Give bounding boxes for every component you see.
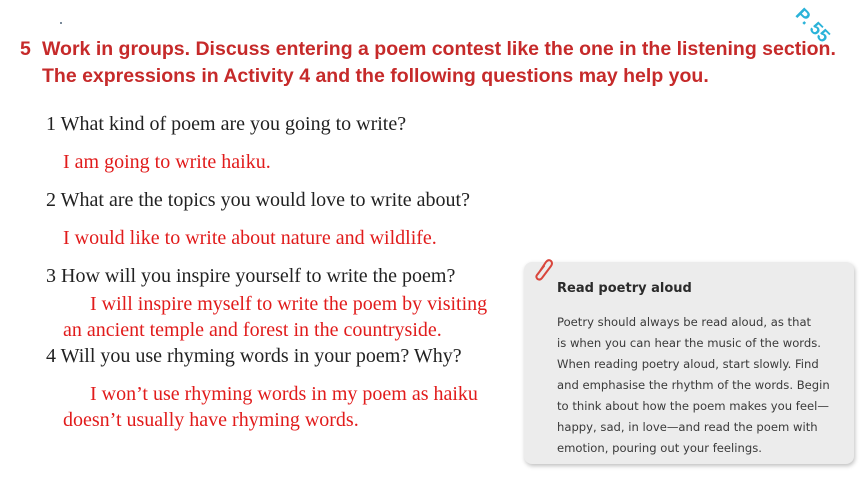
answer-1-line-1: I am going to write haiku.: [63, 151, 271, 173]
answer-4-line-1: I won’t use rhyming words in my poem as haiku: [90, 383, 478, 405]
answer-3-line-1: I will inspire myself to write the poem by visiting: [90, 293, 488, 315]
answer-2-line-1: I would like to write about nature and wildlife.: [63, 227, 437, 249]
question-2: 2 What are the topics you would love to write about?: [46, 189, 470, 211]
paperclip-icon: [532, 256, 554, 282]
tip-body: [557, 312, 847, 459]
answer-3-line-2: an ancient temple and forest in the countryside.: [63, 319, 442, 341]
tip-box: [524, 262, 854, 464]
question-4: 4 Will you use rhyming words in your poem? Why?: [46, 345, 462, 367]
tip-line: and emphasise the rhythm of the words. Begin: [557, 378, 830, 392]
task-line-2: The expressions in Activity 4 and the following questions may help you.: [42, 65, 709, 87]
answer-4-line-2: doesn’t usually have rhyming words.: [63, 409, 359, 431]
task-number: 5: [20, 38, 31, 60]
tip-title: Read poetry aloud: [557, 281, 692, 296]
decorative-dot: [60, 22, 62, 24]
task-line-1: Work in groups. Discuss entering a poem contest like the one in the listening section.: [42, 38, 836, 60]
tip-line: emotion, pouring out your feelings.: [557, 441, 762, 455]
question-1: 1 What kind of poem are you going to write?: [46, 113, 407, 135]
question-3: 3 How will you inspire yourself to write the poem?: [46, 265, 456, 287]
tip-line: When reading poetry aloud, start slowly. Find: [557, 357, 819, 371]
tip-line: happy, sad, in love—and read the poem with: [557, 420, 818, 434]
tip-line: to think about how the poem makes you feel—: [557, 399, 829, 413]
tip-line: Poetry should always be read aloud, as that: [557, 315, 812, 329]
page-number-badge: P. 55: [791, 4, 835, 47]
tip-line: is when you can hear the music of the words.: [557, 336, 821, 350]
